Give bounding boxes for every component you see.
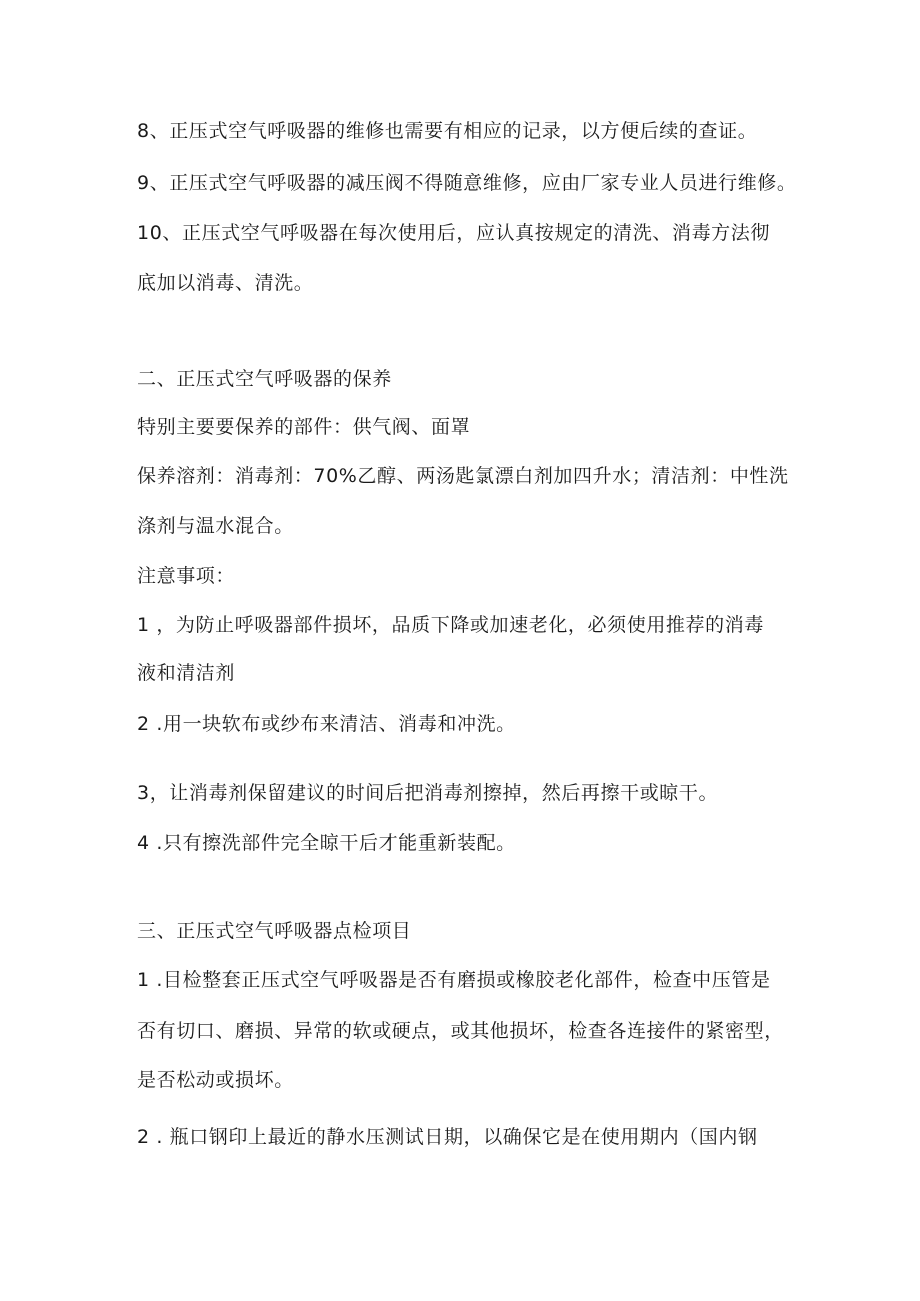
maintenance-parts: 特别主要要保养的部件：供气阀、面罩 — [137, 416, 471, 438]
note-item-2: 2 .用一块软布或纱布来清洁、消毒和冲洗。 — [137, 713, 516, 735]
section-heading-maintenance: 二、正压式空气呼吸器的保养 — [137, 368, 392, 390]
maintenance-solvents-line-1: 保养溶剂：消毒剂：70%乙醇、两汤匙氯漂白剂加四升水；清洁剂：中性洗 — [137, 465, 789, 487]
note-item-1-line-1: 1 ，为防止呼吸器部件损坏，品质下降或加速老化，必须使用推荐的消毒 — [137, 614, 764, 636]
paragraph-item-9: 9、正压式空气呼吸器的减压阀不得随意维修，应由厂家专业人员进行维修。 — [137, 172, 797, 194]
inspection-item-1-line-1: 1 .目检整套正压式空气呼吸器是否有磨损或橡胶老化部件，检查中压管是 — [137, 969, 771, 991]
note-item-3: 3，让消毒剂保留建议的时间后把消毒剂擦掉，然后再擦干或晾干。 — [137, 782, 719, 804]
paragraph-item-10-line-2: 底加以消毒、清洗。 — [137, 272, 314, 294]
note-item-4: 4 .只有擦洗部件完全晾干后才能重新装配。 — [137, 832, 516, 854]
note-item-1-line-2: 液和清洁剂 — [137, 662, 236, 684]
paragraph-item-10-line-1: 10、正压式空气呼吸器在每次使用后，应认真按规定的清洗、消毒方法彻 — [137, 222, 770, 244]
inspection-item-1-line-3: 是否松动或损坏。 — [137, 1069, 294, 1091]
inspection-item-2-line-1: 2 . 瓶口钢印上最近的静水压测试日期，以确保它是在使用期内（国内钢 — [137, 1126, 758, 1148]
paragraph-item-8: 8、正压式空气呼吸器的维修也需要有相应的记录，以方便后续的查证。 — [137, 120, 758, 142]
section-heading-inspection: 三、正压式空气呼吸器点检项目 — [137, 920, 412, 942]
inspection-item-1-line-2: 否有切口、磨损、异常的软或硬点，或其他损坏，检查各连接件的紧密型， — [137, 1020, 784, 1042]
maintenance-solvents-line-2: 涤剂与温水混合。 — [137, 515, 294, 537]
notes-heading: 注意事项： — [137, 565, 236, 587]
